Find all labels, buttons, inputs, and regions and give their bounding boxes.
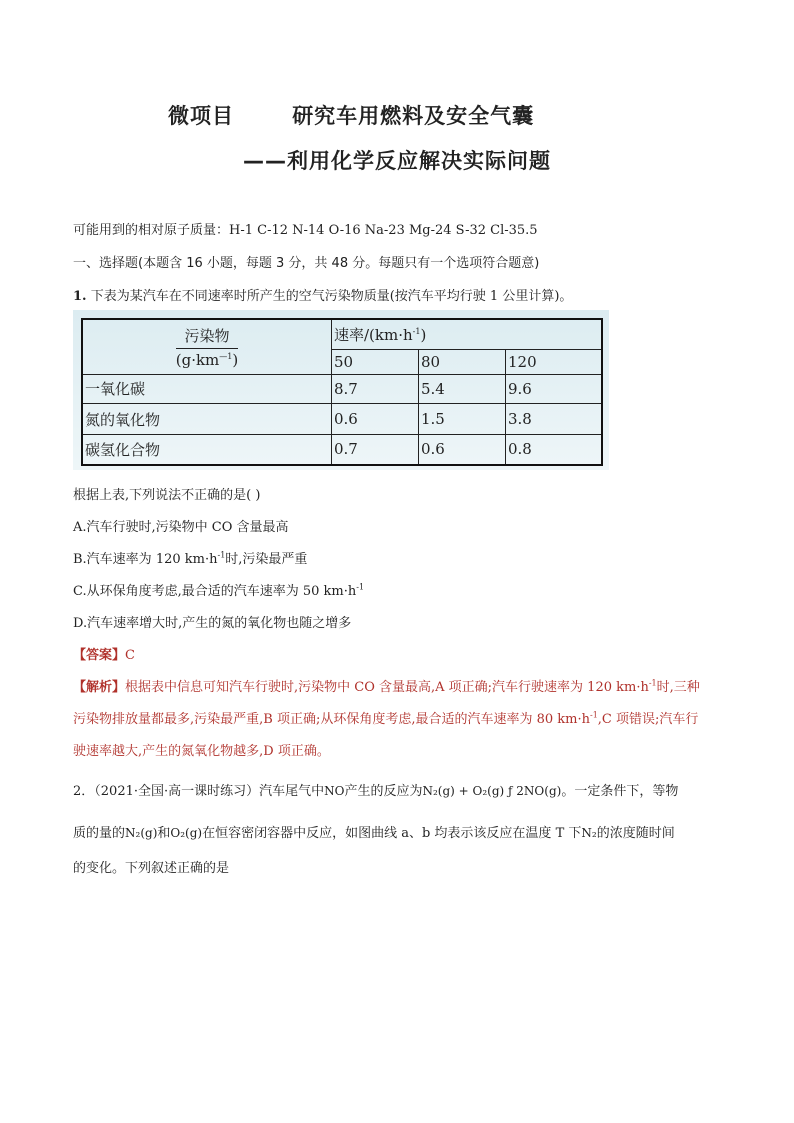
question-2-line-1: 2．（2021·全国·高一课时练习）汽车尾气中NO产生的反应为N₂(g) + O₂(g) ƒ 2NO(g)。一定条件下，等物: [73, 784, 679, 799]
n2-formula: N₂(g): [125, 826, 158, 840]
question-2-line-2: 质的量的N₂(g)和O₂(g)在恒容密闭容器中反应，如图曲线 a、b 均表示该反应在温度 T 下N₂的浓度随时间: [73, 826, 675, 841]
question-text: 下表为某汽车在不同速率时所产生的空气污染物质量(按汽车平均行驶 1 公里计算)。: [86, 289, 573, 304]
cell: 0.6: [332, 404, 419, 435]
pollutant-table-frame: [73, 310, 609, 470]
cell: 0.6: [419, 434, 506, 465]
cell: 5.4: [419, 374, 506, 404]
header-pollutant: [82, 319, 332, 374]
pollutant-table: [81, 318, 603, 466]
header-pollutant-label: 污染物: [176, 325, 237, 349]
cell: 0.8: [506, 434, 603, 465]
speed-120: 120: [506, 350, 603, 375]
title-line-2: ——利用化学反应解决实际问题: [243, 149, 551, 173]
table-row: [82, 374, 602, 404]
no-formula: NO: [324, 784, 345, 798]
table-row: [82, 434, 602, 465]
option-c: C.从环保角度考虑,最合适的汽车速率为 50 $km\cdot h^{-1}$: [73, 582, 365, 599]
reaction-equation: N₂(g) + O₂(g) ƒ 2NO(g): [422, 784, 562, 798]
question-2-line-3: 的变化。下列叙述正确的是: [73, 861, 230, 876]
answer-value: C: [125, 648, 135, 663]
row-name: 一氧化碳: [82, 374, 332, 404]
o2-formula: O₂(g): [170, 826, 203, 840]
row-name: 氮的氧化物: [82, 404, 332, 435]
analysis-tag: 【解析】: [73, 680, 126, 695]
cell: 1.5: [419, 404, 506, 435]
speed-80: 80: [419, 350, 506, 375]
n2-symbol: N₂: [581, 826, 597, 840]
header-unit: $(g\cdot km^{—1})$: [175, 350, 239, 369]
cell: 9.6: [506, 374, 603, 404]
analysis-line-2: 污染物排放量都最多,污染最严重,B 项正确;从环保角度考虑,最合适的汽车速率为 80 $km\cdot h^{-1},C$ 项错误;汽车行: [73, 710, 699, 727]
table-row: [82, 404, 602, 435]
option-a: A.汽车行驶时,污染物中 CO 含量最高: [73, 520, 289, 535]
answer-tag: 【答案】: [73, 648, 126, 663]
analysis-line-3: 驶速率越大,产生的氮氧化物越多,D 项正确。: [73, 744, 330, 759]
option-b: B.汽车速率为 120 $km\cdot h^{-1}$时,污染最严重: [73, 550, 308, 567]
speed-50: 50: [332, 350, 419, 375]
cell: 3.8: [506, 404, 603, 435]
question-1-prompt: 根据上表,下列说法不正确的是( ): [73, 488, 261, 503]
header-speed: 速率$/(km\cdot h^{-1})$: [332, 319, 603, 350]
analysis-line-1: 【解析】根据表中信息可知汽车行驶时,污染物中 CO 含量最高,A 项正确;汽车行驶速率为 120 $km\cdot h^{-1}$时,三种: [73, 678, 700, 695]
answer: [73, 644, 135, 663]
title-line-1: [168, 100, 534, 130]
question-1-stem: [73, 285, 572, 304]
title-topic: 研究车用燃料及安全气囊: [292, 104, 535, 128]
row-name: 碳氢化合物: [82, 434, 332, 465]
cell: 8.7: [332, 374, 419, 404]
atomic-masses: 可能用到的相对原子质量：H-1 C-12 N-14 O-16 Na-23 Mg-24 S-32 Cl-35.5: [73, 223, 538, 238]
cell: 0.7: [332, 434, 419, 465]
option-d: D.汽车速率增大时,产生的氮的氧化物也随之增多: [73, 616, 352, 631]
section-heading: 一、选择题(本题含 16 小题，每题 3 分，共 48 分。每题只有一个选项符合题意): [73, 256, 540, 271]
question-number: 1.: [73, 289, 87, 304]
title-label: 微项目: [168, 104, 234, 128]
